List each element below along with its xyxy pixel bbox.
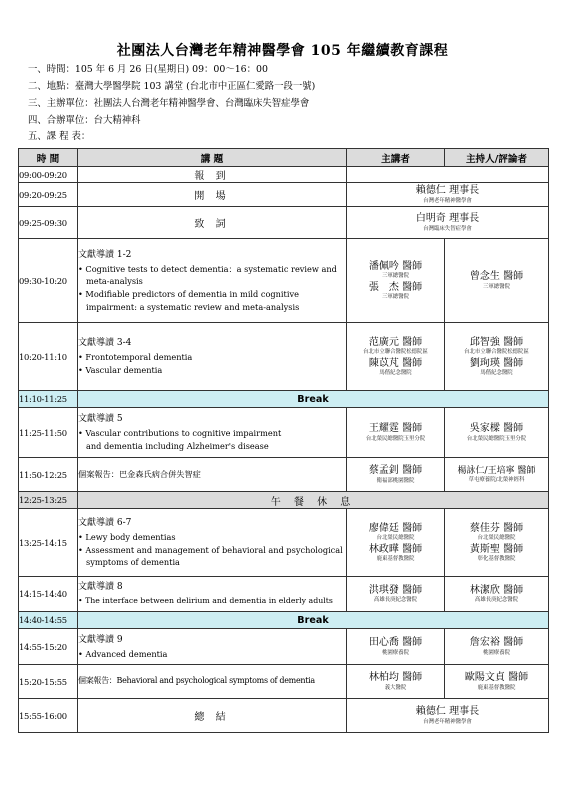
topic-line: symptoms of dementia — [86, 557, 180, 568]
table-row — [19, 207, 549, 239]
session-topic — [78, 577, 347, 612]
host-name: 曾念生 醫師 — [469, 271, 524, 283]
speaker-name: 洪琪發 醫師 — [368, 584, 423, 596]
speaker-org: 衛福部桃園醫院 — [376, 477, 415, 484]
topic-line: impairment: a systematic review and meta-analysis — [86, 301, 300, 312]
session-topic — [78, 629, 347, 665]
host-org: 台北市立聯合醫院松德院區 — [464, 349, 529, 356]
host-name: 楊詠仁/王培寧 醫師 — [457, 465, 536, 476]
speaker-cell — [347, 239, 445, 323]
header-row — [19, 149, 549, 167]
host-org: 彰化基督教醫院 — [477, 556, 516, 562]
topic-label: 文獻導讀 3-4 — [78, 338, 132, 349]
session-time: 09:25-09:30 — [19, 207, 78, 239]
topic-item: • Vascular dementia — [78, 364, 163, 375]
host-name: 邱智強 醫師 — [469, 336, 524, 348]
info-time: 一、時間：105 年 6 月 26 日(星期日) 09：00～16：00 — [28, 64, 268, 75]
person-org: 台灣老年精神醫學會 — [423, 718, 472, 725]
host-cell — [445, 629, 549, 665]
topic-label: 文獻導讀 1-2 — [78, 249, 132, 260]
session-topic: 個案報告：巴金森氏病合併失智症 — [78, 458, 347, 492]
break-label: Break — [78, 612, 549, 629]
speaker-cell — [347, 665, 445, 699]
session-time: 11:10-11:25 — [19, 391, 78, 408]
host-cell — [445, 458, 549, 492]
topic-label: 文獻導讀 5 — [78, 414, 123, 425]
table-row — [19, 458, 549, 492]
lunch-row — [19, 492, 549, 509]
speaker-name: 范廣元 醫師 — [368, 336, 423, 348]
host-cell — [445, 408, 549, 458]
session-topic — [78, 509, 347, 577]
session-time: 14:15-14:40 — [19, 577, 78, 612]
session-person — [347, 207, 549, 239]
host-org: 鹿東基督教醫院 — [477, 684, 516, 691]
topic-item — [78, 263, 346, 288]
session-person — [347, 699, 549, 733]
topic-line: • Vascular contributions to cognitive impairment — [78, 428, 282, 439]
session-time: 09:00-09:20 — [19, 167, 78, 183]
host-name: 劉珣瑛 醫師 — [469, 357, 524, 369]
speaker-cell — [347, 577, 445, 612]
session-time: 15:20-15:55 — [19, 665, 78, 699]
topic-item: • Advanced dementia — [78, 648, 168, 659]
table-row — [19, 323, 549, 391]
info-location: 二、地點：臺灣大學醫學院 103 講堂 (台北市中正區仁愛路一段一號) — [28, 81, 316, 92]
speaker-cell — [347, 629, 445, 665]
person-org: 台灣臨床失智症學會 — [423, 225, 472, 232]
session-time: 11:25-11:50 — [19, 408, 78, 458]
document-title: 社團法人台灣老年精神醫學會 105 年繼續教育課程 — [116, 43, 449, 59]
session-time: 11:50-12:25 — [19, 458, 78, 492]
table-row — [19, 665, 549, 699]
topic-item: • Frontotemporal dementia — [78, 352, 193, 363]
topic-label: 文獻導讀 6-7 — [78, 517, 132, 528]
host-org: 馬偕紀念醫院 — [480, 370, 513, 376]
topic-line: and dementia including Alzheimer's disease — [86, 440, 269, 451]
session-topic: 報 到 — [78, 167, 347, 183]
speaker-org: 高雄長庚紀念醫院 — [373, 597, 418, 604]
topic-line: • Modifiable predictors of dementia in mild cognitive — [78, 288, 299, 299]
break-row — [19, 391, 549, 408]
table-row — [19, 699, 549, 733]
table-row — [19, 577, 549, 612]
session-time: 10:20-11:10 — [19, 323, 78, 391]
session-topic: 個案報告：Behavioral and psychological symptoms of dementia — [78, 665, 347, 699]
topic-item — [78, 288, 346, 313]
person-org: 台灣老年精神醫學會 — [423, 197, 472, 204]
topic-item: • Lewy body dementias — [78, 531, 176, 542]
session-topic: 開 場 — [78, 183, 347, 207]
speaker-org: 鹿東基督教醫院 — [376, 556, 415, 562]
host-cell — [445, 665, 549, 699]
session-topic — [78, 239, 347, 323]
speaker-name: 蔡孟釗 醫師 — [368, 465, 423, 477]
table-row — [19, 509, 549, 577]
person-name: 白明奇 理事長 — [415, 213, 480, 225]
speaker-org: 台北榮民總醫院 — [376, 535, 415, 542]
speaker-name: 林柏均 醫師 — [368, 672, 423, 684]
topic-line: meta-analysis — [86, 276, 143, 287]
session-person — [347, 167, 549, 183]
session-topic — [78, 323, 347, 391]
host-org: 草屯療養院/北榮神經科 — [468, 477, 525, 484]
host-org: 高雄長庚紀念醫院 — [474, 597, 519, 604]
speaker-org: 馬偕紀念醫院 — [379, 370, 412, 376]
session-time: 09:20-09:25 — [19, 183, 78, 207]
host-org: 台北榮民總醫院 — [477, 535, 516, 542]
session-person — [347, 183, 549, 207]
session-time: 12:25-13:25 — [19, 492, 78, 509]
host-name: 詹宏裕 醫師 — [469, 637, 524, 649]
speaker-name: 潘佩吟 醫師 — [368, 260, 423, 272]
host-org: 三軍總醫院 — [483, 283, 510, 290]
host-name: 林潔欣 醫師 — [469, 584, 524, 596]
host-org: 桃園療養院 — [483, 649, 510, 656]
session-time: 15:55-16:00 — [19, 699, 78, 733]
info-schedule-heading: 五、課 程 表： — [28, 131, 91, 142]
speaker-cell — [347, 323, 445, 391]
table-row — [19, 629, 549, 665]
info-organizer: 三、主辦單位：社團法人台灣老年精神醫學會、台灣臨床失智症學會 — [28, 98, 310, 109]
speaker-name: 林政曄 醫師 — [368, 543, 423, 555]
host-cell — [445, 323, 549, 391]
session-time: 14:40-14:55 — [19, 612, 78, 629]
session-topic — [78, 408, 347, 458]
session-time: 13:25-14:15 — [19, 509, 78, 577]
speaker-name: 廖偉廷 醫師 — [368, 522, 423, 534]
schedule-table — [18, 148, 549, 733]
host-org: 台北榮民總醫院玉里分院 — [466, 435, 527, 442]
header-host: 主持人/評論者 — [445, 149, 549, 167]
table-row — [19, 167, 549, 183]
host-name: 吳家樑 醫師 — [469, 423, 524, 435]
person-name: 賴德仁 理事長 — [415, 706, 480, 718]
session-topic: 致 詞 — [78, 207, 347, 239]
header-time: 時 間 — [19, 149, 78, 167]
speaker-cell — [347, 408, 445, 458]
speaker-name: 田心喬 醫師 — [368, 637, 423, 649]
host-name: 黃斯聖 醫師 — [469, 543, 524, 555]
break-label: Break — [78, 391, 549, 408]
host-name: 蔡佳芬 醫師 — [469, 522, 524, 534]
info-co-organizer: 四、合辦單位：台大精神科 — [28, 115, 141, 126]
speaker-org: 桃園療養院 — [382, 649, 409, 656]
host-cell — [445, 239, 549, 323]
topic-item — [78, 427, 346, 452]
topic-item: • The interface between delirium and dementia in elderly adults — [78, 596, 333, 606]
person-name: 賴德仁 理事長 — [415, 185, 480, 197]
speaker-cell — [347, 509, 445, 577]
speaker-name: 王耀霆 醫師 — [368, 423, 423, 435]
topic-line: • Cognitive tests to detect dementia：a systematic review and — [78, 263, 337, 274]
session-time: 14:55-15:20 — [19, 629, 78, 665]
topic-line: • Assessment and management of behavioral and psychological — [78, 544, 343, 555]
speaker-org: 義大醫院 — [384, 684, 407, 691]
host-cell — [445, 577, 549, 612]
header-speaker: 主講者 — [347, 149, 445, 167]
speaker-org: 三軍總醫院 — [382, 294, 409, 300]
speaker-name: 張 杰 醫師 — [368, 281, 423, 293]
speaker-name: 陳苡芃 醫師 — [368, 357, 423, 369]
table-row — [19, 239, 549, 323]
host-cell — [445, 509, 549, 577]
speaker-org: 三軍總醫院 — [382, 273, 409, 280]
session-time: 09:30-10:20 — [19, 239, 78, 323]
table-row — [19, 408, 549, 458]
speaker-org: 台北市立聯合醫院松德院區 — [363, 349, 428, 356]
topic-item — [78, 544, 346, 569]
topic-label: 文獻導讀 9 — [78, 634, 123, 645]
host-name: 歐陽文貞 醫師 — [464, 672, 529, 684]
table-row — [19, 183, 549, 207]
break-row — [19, 612, 549, 629]
session-topic: 總 結 — [78, 699, 347, 733]
speaker-org: 台北榮民總醫院玉里分院 — [365, 435, 426, 442]
topic-label: 文獻導讀 8 — [78, 582, 123, 593]
speaker-cell — [347, 458, 445, 492]
lunch-label: 午 餐 休 息 — [78, 492, 549, 509]
header-topic: 講 題 — [78, 149, 347, 167]
